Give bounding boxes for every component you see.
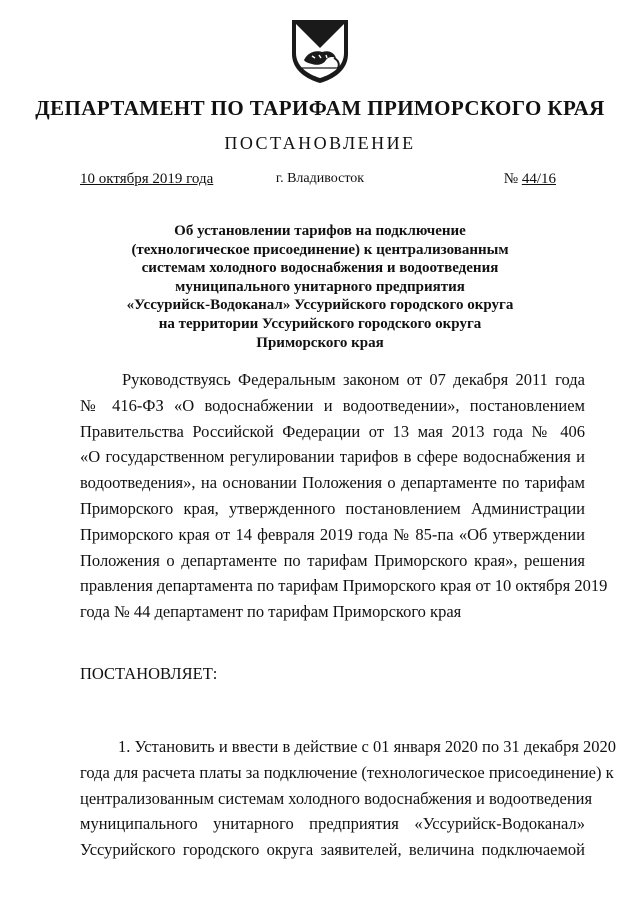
preamble-line: Руководствуясь Федеральным законом от 07 декабря 2011 года	[122, 370, 585, 389]
title-line: системам холодного водоснабжения и водоотведения	[141, 260, 499, 277]
item-line: года для расчета платы за подключение (технологическое присоединение) к	[80, 762, 614, 782]
coat-of-arms-icon	[288, 16, 352, 84]
document-city: г. Владивосток	[275, 171, 365, 186]
item-1-paragraph	[80, 734, 617, 863]
number-prefix: №	[503, 171, 519, 187]
title-line: Приморского края	[256, 334, 384, 351]
document-title	[80, 222, 560, 352]
preamble-paragraph	[80, 367, 608, 625]
preamble-line: № 416-ФЗ «О водоснабжении и водоотведении», постановлением	[80, 395, 585, 415]
document-date: 10 октября 2019 года	[80, 171, 214, 187]
number-value: 44/16	[521, 171, 556, 187]
preamble-line: Правительства Российской Федерации от 13 мая 2013 года № 406	[80, 421, 585, 441]
title-line: муниципального унитарного предприятия	[175, 278, 465, 295]
item-line: 1. Установить и ввести в действие с 01 января 2020 по 31 декабря 2020	[118, 737, 617, 756]
preamble-line: Приморского края от 14 февраля 2019 года № 85-па «Об утверждении	[80, 524, 585, 544]
preamble-line: Приморского края, утвержденного постановлением Администрации	[80, 498, 585, 518]
preamble-line: Положения о департаменте по тарифам Приморского края», решения	[80, 550, 585, 570]
document-type: ПОСТАНОВЛЕНИЕ	[224, 133, 416, 153]
title-line: на территории Уссурийского городского округа	[158, 315, 482, 332]
document-number	[504, 171, 556, 188]
organization-name: ДЕПАРТАМЕНТ ПО ТАРИФАМ ПРИМОРСКОГО КРАЯ	[35, 96, 605, 120]
preamble-line: правления департамента по тарифам Приморского края от 10 октября 2019	[80, 576, 608, 596]
title-line: Об установлении тарифов на подключение	[174, 223, 466, 239]
preamble-line: года № 44 департамент по тарифам Приморского края	[80, 602, 462, 622]
resolves-heading: ПОСТАНОВЛЯЕТ:	[80, 664, 218, 683]
preamble-line: водоотведения», на основании Положения о департаменте по тарифам	[80, 473, 585, 493]
title-line: «Уссурийск-Водоканал» Уссурийского городского округа	[126, 297, 514, 314]
item-line: Уссурийского городского округа заявителей, величина подключаемой	[80, 840, 585, 860]
title-line: (технологическое присоединение) к централизованным	[131, 241, 509, 258]
item-line: централизованным системам холодного водоснабжения и водоотведения	[80, 788, 593, 808]
preamble-line: «О государственном регулировании тарифов в сфере водоснабжения и	[80, 447, 585, 467]
item-line: муниципального унитарного предприятия «Уссурийск-Водоканал»	[80, 814, 585, 834]
